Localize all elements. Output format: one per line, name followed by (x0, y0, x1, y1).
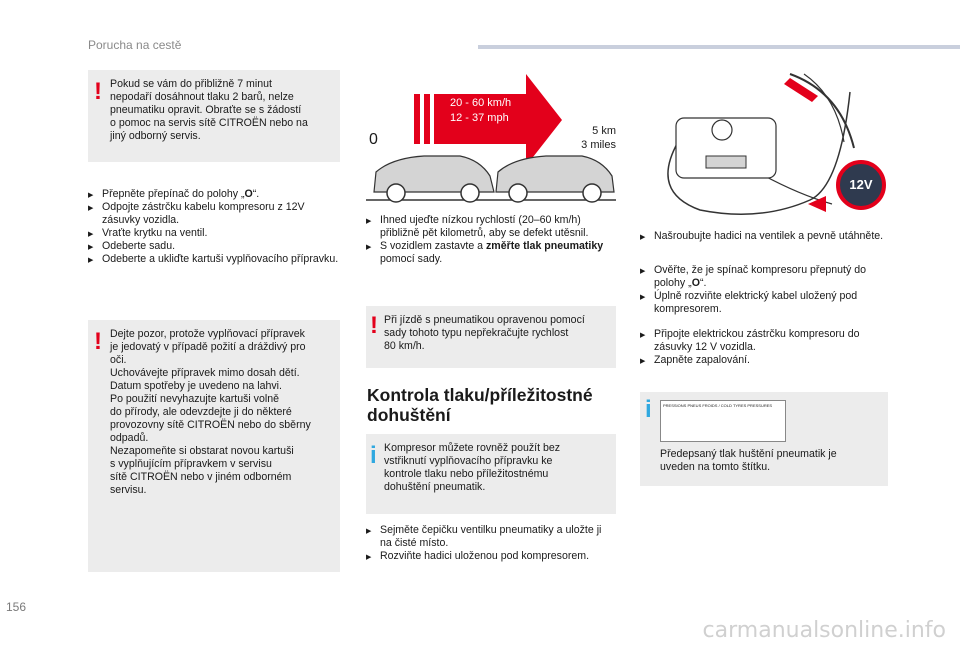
step-text: Zapněte zapalování. (654, 354, 751, 366)
step-text: Ihned ujeďte nízkou rychlostí (20–60 km/h) přibližně pět kilometrů, aby se defekt utěsnil. (380, 214, 589, 239)
speed-stripe-1 (420, 94, 424, 144)
warning-text-speed: Při jízdě s pneumatikou opravenou pomocí sady tohoto typu nepřekračujte rychlost 80 km/h. (384, 314, 585, 352)
step-switch-o (88, 188, 340, 201)
steps-list-drive (366, 214, 616, 266)
start-label: 0 (369, 131, 378, 148)
warning-icon: ! (94, 328, 102, 355)
section-title: Kontrola tlaku/příležitostné dohuštění (367, 385, 593, 425)
header-rule (478, 45, 960, 49)
step-screw-hose (640, 230, 890, 243)
step-text: Odpojte zástrčku kabelu kompresoru z 12V zásuvky vozidla. (102, 201, 305, 226)
speed-kmh: 20 - 60 km/h (450, 97, 512, 109)
speed-stripe-2 (430, 94, 434, 144)
steps-list-check (640, 264, 890, 316)
step-text: Odeberte sadu. (102, 240, 176, 252)
info-box-compressor (366, 434, 616, 514)
step-measure (366, 240, 616, 266)
info-text-label: Předepsaný tlak huštění pneumatik je uveden na tomto štítku. (660, 448, 837, 473)
step-strong: O (244, 188, 253, 200)
step-plug-in (640, 328, 890, 354)
pressure-label-card (660, 400, 786, 442)
step-text: Sejměte čepičku ventilku pneumatiky a uložte ji na čisté místo. (380, 524, 602, 549)
step-unplug (88, 201, 340, 227)
warning-box-pressure (88, 70, 340, 162)
red-arrow-plug (808, 196, 826, 212)
info-text-compressor: Kompresor můžete rovněž použít bez vstřiknutí vyplňovacího přípravku ke kontrole tlaku nebo příležitostnému dohuštění pneumatik. (384, 442, 561, 493)
step-text: Odeberte a ukliďte kartuši vyplňovacího přípravku. (102, 253, 339, 265)
steps-list-finish (88, 188, 340, 266)
step-text: Našroubujte hadici na ventilek a pevně utáhněte. (654, 230, 884, 242)
step-strong: O (691, 277, 700, 289)
step-cap (88, 227, 340, 240)
step-text: Připojte elektrickou zástrčku kompresoru do zásuvky 12 V vozidla. (654, 328, 860, 353)
step-text: S vozidlem zastavte a (380, 240, 486, 252)
warning-icon: ! (370, 312, 378, 339)
step-remove-kit (88, 240, 340, 253)
step-text-after: pomocí sady. (380, 253, 443, 265)
distance-miles: 3 miles (581, 139, 616, 151)
step-text-after: “. (252, 188, 260, 200)
step-text: Vraťte krytku na ventil. (102, 227, 208, 239)
speed-mph: 12 - 37 mph (450, 112, 509, 124)
step-switch-check (640, 264, 890, 290)
steps-list-connect (640, 230, 890, 243)
step-valve-cap (366, 524, 616, 550)
step-strong: změřte tlak pneumatiky (485, 240, 604, 252)
distance-label (560, 124, 616, 152)
warning-box-toxic (88, 320, 340, 572)
warning-icon: ! (94, 78, 102, 105)
info-icon: i (645, 396, 652, 423)
step-ignition (640, 354, 890, 367)
step-text: Přepněte přepínač do polohy „ (102, 188, 245, 200)
compressor-handle (706, 156, 746, 168)
pressure-label-title: PRESSIONS PNEUS FROIDS / COLD TYRES PRESSURES (663, 403, 773, 408)
steps-list-hose (366, 524, 616, 563)
step-unroll-cable (640, 290, 890, 316)
speed-label (446, 95, 522, 129)
page-number: 156 (6, 600, 27, 614)
step-text: Ověřte, že je spínač kompresoru přepnutý do polohy „ (654, 264, 866, 289)
warning-text-toxic: Dejte pozor, protože vyplňovací přípravek je jedovatý v případě požití a dráždivý pro oči. Uchovávejte přípravek mimo dosah dětí. Datum spotřeby je uvedeno na lahvi. Po použití nevyhazujte kartuši volně do přírody, ale odevzdejte ji do některé provozovny sítě CITROËN nebo do sběrny odpadů. Nezapomeňte si obstarat novou kartuši s vyplňujícím přípravkem v servisu sítě CITROËN nebo v jiném odborném servisu. (110, 328, 311, 496)
step-store-cartridge (88, 253, 340, 266)
header-title: Porucha na cestě (88, 38, 182, 52)
distance-km: 5 km (592, 125, 616, 137)
warning-text-pressure: Pokud se vám do přibližně 7 minut nepodaří dosáhnout tlaku 2 barů, nelze pneumatiku opravit. Obraťte se s žádostí o pomoc na servis sítě CITROËN nebo na jiný odborný servis. (110, 78, 308, 142)
warning-box-speed (366, 306, 616, 368)
watermark: carmanualsonline.info (702, 618, 946, 643)
step-text-after: “. (699, 277, 707, 289)
plug-12v-icon: 12V (836, 160, 886, 210)
step-text: Rozviňte hadici uloženou pod kompresorem. (380, 550, 590, 562)
car-standing (374, 156, 494, 202)
step-drive (366, 214, 616, 240)
info-icon: i (370, 442, 377, 469)
step-text: Úplně rozviňte elektrický kabel uložený pod kompresorem. (654, 290, 858, 315)
car-moving (496, 156, 614, 202)
pressure-gauge (712, 120, 732, 140)
step-unroll-hose (366, 550, 616, 563)
steps-list-power (640, 328, 890, 367)
